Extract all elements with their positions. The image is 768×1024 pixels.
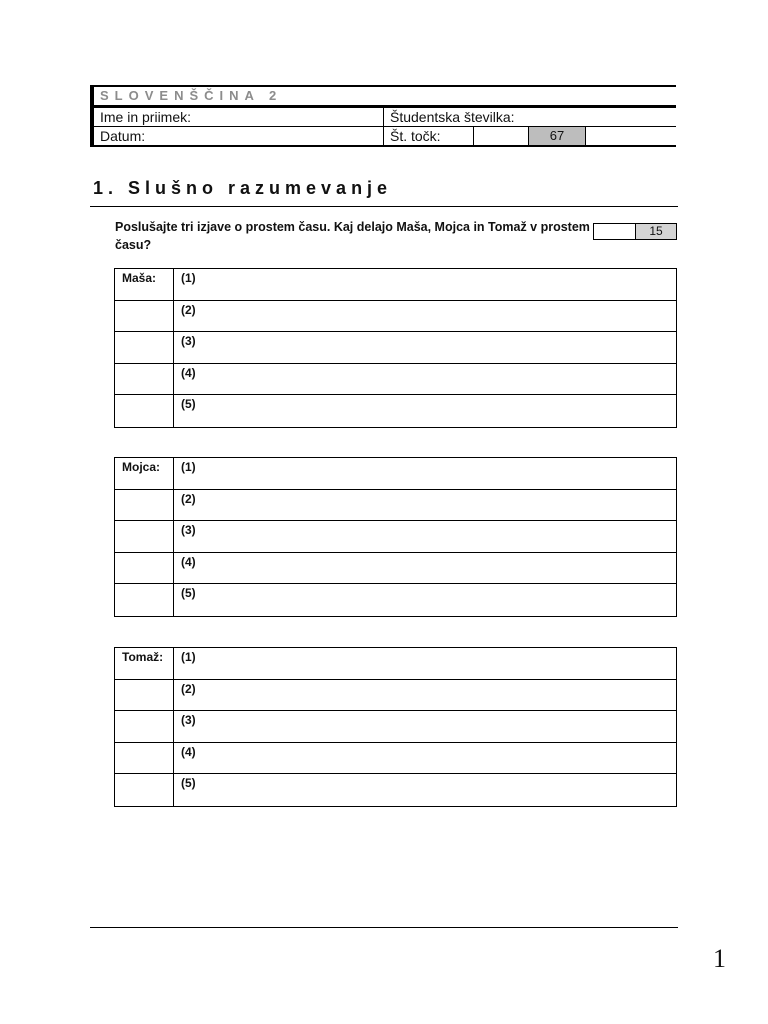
- total-score-box: [473, 127, 586, 145]
- person-name: Mojca:: [115, 458, 174, 489]
- table-row: [115, 458, 676, 490]
- table-row: [115, 553, 676, 585]
- name-label: Ime in priimek:: [100, 109, 192, 125]
- achieved-score-cell[interactable]: [473, 127, 529, 145]
- answer-cell[interactable]: (2): [181, 681, 196, 696]
- table-row: [115, 269, 676, 301]
- table-row: [115, 584, 676, 616]
- name-cell-empty: [115, 680, 174, 711]
- answer-cell[interactable]: (3): [181, 523, 196, 538]
- section-title: 1. Slušno razumevanje: [93, 178, 393, 198]
- name-cell-empty: [115, 521, 174, 552]
- answer-cell[interactable]: (1): [181, 650, 196, 664]
- answer-cell[interactable]: (5): [181, 586, 196, 601]
- section-points-value: 15: [636, 224, 676, 239]
- person-name: Maša:: [115, 269, 174, 300]
- answer-cell[interactable]: (4): [181, 554, 196, 569]
- header-row-name: [90, 108, 676, 127]
- date-label: Datum:: [100, 128, 146, 144]
- answer-cell[interactable]: (3): [181, 713, 196, 728]
- name-cell-empty: [115, 743, 174, 774]
- points-label: Št. točk:: [390, 128, 441, 144]
- table-row: [115, 490, 676, 522]
- answer-cell[interactable]: (5): [181, 776, 196, 791]
- table-row: [115, 743, 676, 775]
- page-number: 1: [713, 944, 726, 973]
- table-row: [115, 648, 676, 680]
- total-points-value: 67: [529, 127, 586, 145]
- section-points-box: [593, 223, 677, 240]
- table-row: [115, 774, 676, 806]
- answer-cell[interactable]: (1): [181, 271, 196, 285]
- table-row: [115, 711, 676, 743]
- table-row: [115, 332, 676, 364]
- person-name: Tomaž:: [115, 648, 174, 679]
- student-id-field[interactable]: [384, 108, 676, 126]
- points-field: [384, 127, 676, 145]
- answer-cell[interactable]: (3): [181, 334, 196, 349]
- table-row: [115, 364, 676, 396]
- name-cell-empty: [115, 301, 174, 332]
- answer-table-mojca: [114, 457, 677, 617]
- answer-cell[interactable]: (4): [181, 744, 196, 759]
- answer-cell[interactable]: (2): [181, 302, 196, 317]
- answer-cell[interactable]: (2): [181, 491, 196, 506]
- name-cell-empty: [115, 395, 174, 427]
- answer-cell[interactable]: (4): [181, 365, 196, 380]
- name-cell-empty: [115, 490, 174, 521]
- table-row: [115, 301, 676, 333]
- name-cell-empty: [115, 332, 174, 363]
- footer-divider: [90, 927, 678, 928]
- section-score-cell[interactable]: [594, 224, 636, 239]
- section-divider: [90, 206, 678, 207]
- header-row-date: [90, 127, 676, 147]
- answer-cell[interactable]: (5): [181, 397, 196, 412]
- answer-cell[interactable]: (1): [181, 460, 196, 474]
- name-cell-empty: [115, 774, 174, 806]
- instruction-text: Poslušajte tri izjave o prostem času. Kaj delajo Maša, Mojca in Tomaž v prostem času?: [115, 220, 590, 252]
- name-cell-empty: [115, 553, 174, 584]
- course-title: SLOVENŠČINA 2: [90, 85, 676, 108]
- name-field[interactable]: [94, 108, 384, 126]
- exam-header: [90, 85, 676, 147]
- name-cell-empty: [115, 711, 174, 742]
- table-row: [115, 395, 676, 427]
- name-cell-empty: [115, 584, 174, 616]
- table-row: [115, 521, 676, 553]
- name-cell-empty: [115, 364, 174, 395]
- answer-table-masa: [114, 268, 677, 428]
- student-id-label: Študentska številka:: [390, 109, 515, 125]
- answer-table-tomaz: [114, 647, 677, 807]
- date-field[interactable]: [94, 127, 384, 145]
- table-row: [115, 680, 676, 712]
